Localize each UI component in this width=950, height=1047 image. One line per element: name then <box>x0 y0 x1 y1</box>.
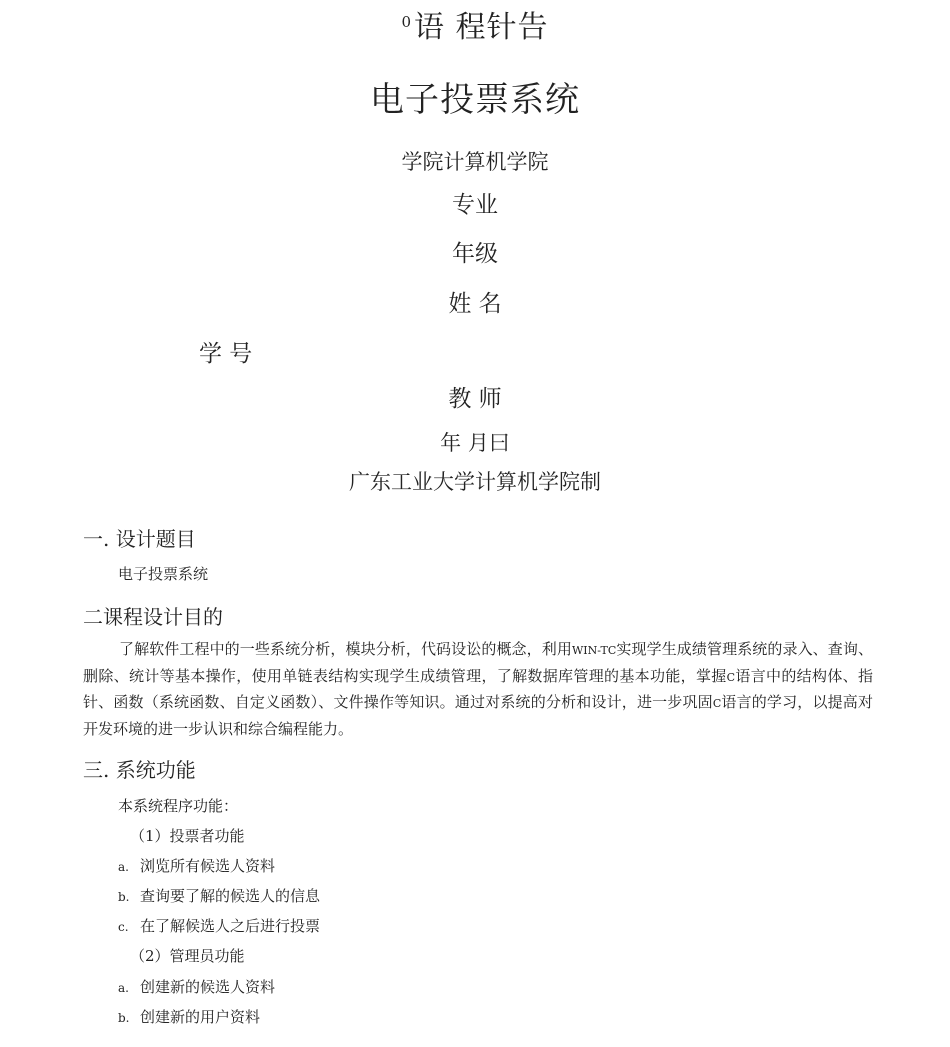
grade-field: 年级 <box>452 241 498 267</box>
list-item-text: 创建新的候选人资料 <box>140 978 276 996</box>
list-item-text: 创建新的用户资料 <box>140 1008 261 1026</box>
section-1-body: 电子投票系统 <box>118 565 209 583</box>
list-letter: c. <box>118 920 129 934</box>
list-letter: b. <box>118 1011 130 1025</box>
section-2-heading: 二课程设计目的 <box>83 605 223 629</box>
header-title-text: 语 程针告 <box>414 10 549 45</box>
c-term: C <box>726 670 736 684</box>
list-item-text: 查询要了解的候选人的信息 <box>140 887 321 905</box>
list-item <box>118 1006 260 1027</box>
college-line: 学院计算机学院 <box>401 150 549 174</box>
list-item <box>118 855 275 876</box>
list-item <box>118 915 320 936</box>
section-2-paragraph <box>83 637 873 742</box>
voter-functions-title: （1）投票者功能 <box>130 827 245 845</box>
section-3-heading: 三. 系统功能 <box>83 758 196 782</box>
issuer-line: 广东工业大学计算机学院制 <box>349 470 601 494</box>
c-term: C <box>712 697 722 710</box>
paragraph-text-3: 语言中的结构体、指针、函数（系统函数、自定义函数）、文件操作等知识。通过对系统的分析和设计，进一步巩固 <box>83 666 873 711</box>
list-item-text: 在了解候选人之后进行投票 <box>140 917 321 935</box>
report-header-title <box>0 2 950 46</box>
admin-functions-title: （2）管理员功能 <box>130 947 245 965</box>
teacher-field: 教 师 <box>448 386 502 412</box>
document-title: 电子投票系统 <box>370 80 580 120</box>
paragraph-text-4: 语言的学习，以提高对开发环境的进一步认识和综合编程能力。 <box>83 693 873 738</box>
list-letter: a. <box>118 860 129 874</box>
name-field: 姓 名 <box>448 291 502 317</box>
list-item-text: 浏览所有候选人资料 <box>140 857 276 875</box>
section-1-heading: 一. 设计题目 <box>83 527 196 551</box>
list-item <box>118 885 320 906</box>
list-letter: a. <box>118 981 129 995</box>
win-tc-term: WIN-TC <box>571 644 617 657</box>
paragraph-text-2: 实现学生成绩管理系统的录入、查询、删除、统计等基本操作，使用单链表结构实现学生成绩管理，了解数据库管理的基本功能，掌握 <box>83 640 873 685</box>
major-field: 专业 <box>452 192 498 218</box>
list-letter: b. <box>118 890 130 904</box>
student-id-field: 学 号 <box>199 341 253 367</box>
header-mark: 0 <box>401 13 412 31</box>
section-3-intro: 本系统程序功能： <box>118 797 239 815</box>
date-field: 年 月曰 <box>440 431 510 455</box>
paragraph-text-1: 了解软件工程中的一些系统分析，模块分析，代码设讼的概念，利用 <box>119 640 572 658</box>
list-item <box>118 976 275 997</box>
